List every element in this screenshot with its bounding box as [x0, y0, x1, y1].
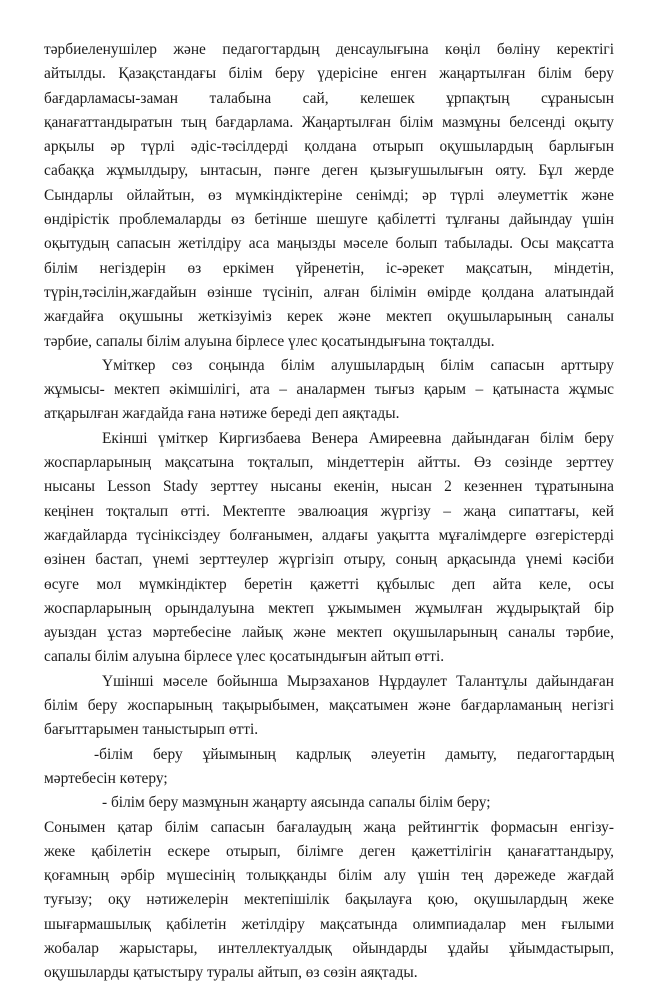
- text-line: жағдайларда түсініксіздеу болғанымен, алдағы уақытта мұғалімдерге өзгерістерді: [44, 526, 614, 544]
- text-line: - білім беру мазмұнын жаңарту аясында сапалы білім беру;: [102, 794, 491, 812]
- text-line: -білім беру ұйымының кадрлық әлеуетін дамыту, педагогтардың: [94, 745, 614, 763]
- text-line: айтылды. Қазақстандағы білім беру үдерісіне енген жаңартылған білім беру: [44, 65, 614, 83]
- text-line: кеңінен тоқталып өтті. Мектепте эвалюация жүргізу – жаңа сипаттағы, кей: [44, 502, 614, 520]
- paragraph: [44, 743, 614, 792]
- paragraph: [44, 791, 614, 815]
- text-line: сапалы білім алуына бірлесе үлес қосатындығын айтып өтті.: [44, 648, 445, 666]
- text-line: оқытудың сапасын жетілдіру аса маңызды мәселе болып табылады. Осы мақсатта: [44, 235, 614, 253]
- paragraph: [44, 354, 614, 427]
- text-line: қоғамның әрбір мүшесінің толыққанды білім алу үшін тең дәрежеде жағдай: [44, 867, 614, 885]
- text-line: Екінші үміткер Киргизбаева Венера Амиреевна дайындаған білім беру: [102, 429, 614, 447]
- text-line: сабаққа жұмылдыру, ынтасын, пәнге деген қызығушылығын ояту. Бұл жерде: [44, 162, 614, 180]
- text-line: өсуге мол мүмкіндіктер беретін қажетті құбылыс деп айта келе, осы: [44, 575, 614, 593]
- paragraph: [44, 816, 614, 986]
- text-line: өзінен бастап, үнемі зерттеулер жүргізіп отыру, соның арқасында үнемі кәсіби: [44, 551, 614, 569]
- text-line: қанағаттандыратын тың бағдарлама. Жаңартылған білім мазмұны белсенді оқыту: [44, 113, 614, 131]
- text-line: білім беру жоспарының тақырыбымен, мақсатымен және бағдарламаның негізгі: [44, 697, 614, 715]
- text-line: жеке қабілетін ескере отырып, білімге деген қажеттілігін қанағаттандыру,: [44, 842, 614, 860]
- text-line: Сонымен қатар білім сапасын бағалаудың жаңа рейтингтік формасын енгізу-: [44, 818, 614, 836]
- text-line: тәрбиеленушілер және педагогтардың денсаулығына көңіл бөліну керектігі: [44, 41, 614, 58]
- text-line: туғызу; оқу нәтижелерін мектепішілік бақылауға қою, оқушылардың жеке: [44, 891, 614, 909]
- text-line: атқарылған жағдайда ғана нәтиже береді деп аяқтады.: [44, 405, 400, 423]
- text-line: нысаны Lesson Stady зерттеу нысаны екенін, нысан 2 кезеннен тұратынына: [44, 478, 614, 496]
- text-line: білім негіздерін өз еркімен үйренетін, іс-әрекет мақсатын, міндетін,: [44, 259, 614, 277]
- text-line: жұмысы- мектеп әкімшілігі, ата – аналармен тығыз қарым – қатынаста жұмыс: [44, 381, 614, 399]
- text-line: жағдайға оқушыны жеткізуіміз керек және мектеп оқушыларының саналы: [44, 308, 614, 326]
- text-line: Үшінші мәселе бойынша Мырзаханов Нұрдаулет Талантұлы дайындаған: [102, 672, 614, 690]
- text-line: жоспарларының орындалуына мектеп ұжымымен жұмылған жұдырықтай бір: [44, 599, 614, 617]
- text-line: жоспарларының мақсатына тоқталып, міндеттерін айтты. Өз сөзінде зерттеу: [44, 454, 614, 472]
- text-line: ауыздан ұстаз мәртебесіне лайық және мектеп оқушыларының саналы тәрбие,: [44, 624, 614, 642]
- paragraph: [44, 670, 614, 743]
- text-line: бағыттарымен таныстырып өтті.: [44, 721, 259, 739]
- text-line: шығармашылық қабілетін жетілдіру мақсатында олимпиадалар мен ғылыми: [44, 915, 614, 933]
- text-line: Үміткер сөз соңында білім алушылардың білім сапасын арттыру: [102, 356, 614, 374]
- text-line: оқушыларды қатыстыру туралы айтып, өз сөзін аяқтады.: [44, 964, 418, 982]
- text-line: тәрбие, сапалы білім алуына бірлесе үлес қосатындығына тоқталды.: [44, 332, 495, 350]
- paragraph: [44, 38, 614, 354]
- text-line: арқылы әр түрлі әдіс-тәсілдерді қолдана отырып оқушылардың барлығын: [44, 138, 614, 156]
- text-line: мәртебесін көтеру;: [44, 769, 168, 787]
- text-line: түрін,тәсілін,жағдайын өзінше түсініп, алған білімін өмірде қолдана алатындай: [44, 283, 614, 301]
- paragraph: [44, 427, 614, 670]
- text-line: бағдарламасы-заман талабына сай, келешек ұрпақтың сұранысын: [44, 89, 614, 107]
- text-line: Сындарлы ойлайтын, өз мүмкіндіктеріне сенімді; әр түрлі әлеуметтік және: [44, 186, 614, 204]
- document-body: [44, 38, 614, 986]
- text-line: жобалар жарыстары, интеллектуалдық ойындарды ұдайы ұйымдастырып,: [44, 939, 614, 957]
- text-line: өндірістік проблемаларды өз бетінше шешуге қабілетті тұлғаны дайындау үшін: [44, 211, 614, 229]
